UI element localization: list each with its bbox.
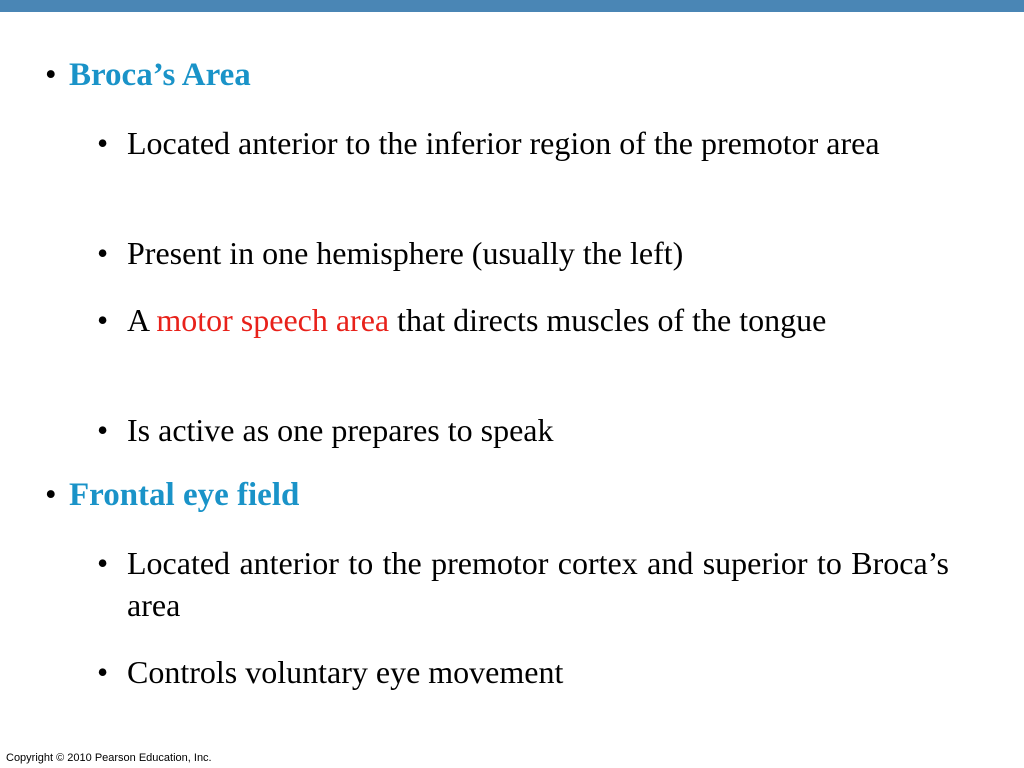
motor-speech-suffix: that directs muscles of the tongue (389, 302, 827, 338)
brocas-location-text: Located anterior to the inferior region of the premotor area (127, 125, 880, 161)
bullet-icon: • (97, 545, 109, 581)
heading-frontal-eye-field: Frontal eye field (69, 477, 300, 513)
bullet-icon: • (97, 125, 109, 161)
bullet-icon: • (97, 302, 109, 338)
brocas-hemisphere-text: Present in one hemisphere (usually the left) (127, 235, 684, 271)
heading-brocas-area: Broca’s Area (69, 57, 251, 93)
motor-speech-prefix: A (127, 302, 157, 338)
motor-speech-area-highlight: motor speech area (156, 302, 390, 338)
heading-brocas-area-item (45, 55, 251, 95)
bullet-icon: • (97, 235, 109, 271)
brocas-motor-speech-text (127, 299, 949, 341)
heading-frontal-eye-field-item (45, 475, 299, 515)
frontal-eye-location-text: Located anterior to the premotor cortex and superior to Broca’s area (127, 545, 949, 623)
bullet-icon: • (97, 412, 109, 448)
copyright-footer: Copyright © 2010 Pearson Education, Inc. (6, 752, 212, 764)
bullet-icon: • (45, 57, 57, 93)
frontal-eye-controls-text: Controls voluntary eye movement (127, 654, 564, 690)
bullet-icon: • (97, 654, 109, 690)
bullet-icon: • (45, 477, 57, 513)
brocas-active-text: Is active as one prepares to speak (127, 412, 554, 448)
